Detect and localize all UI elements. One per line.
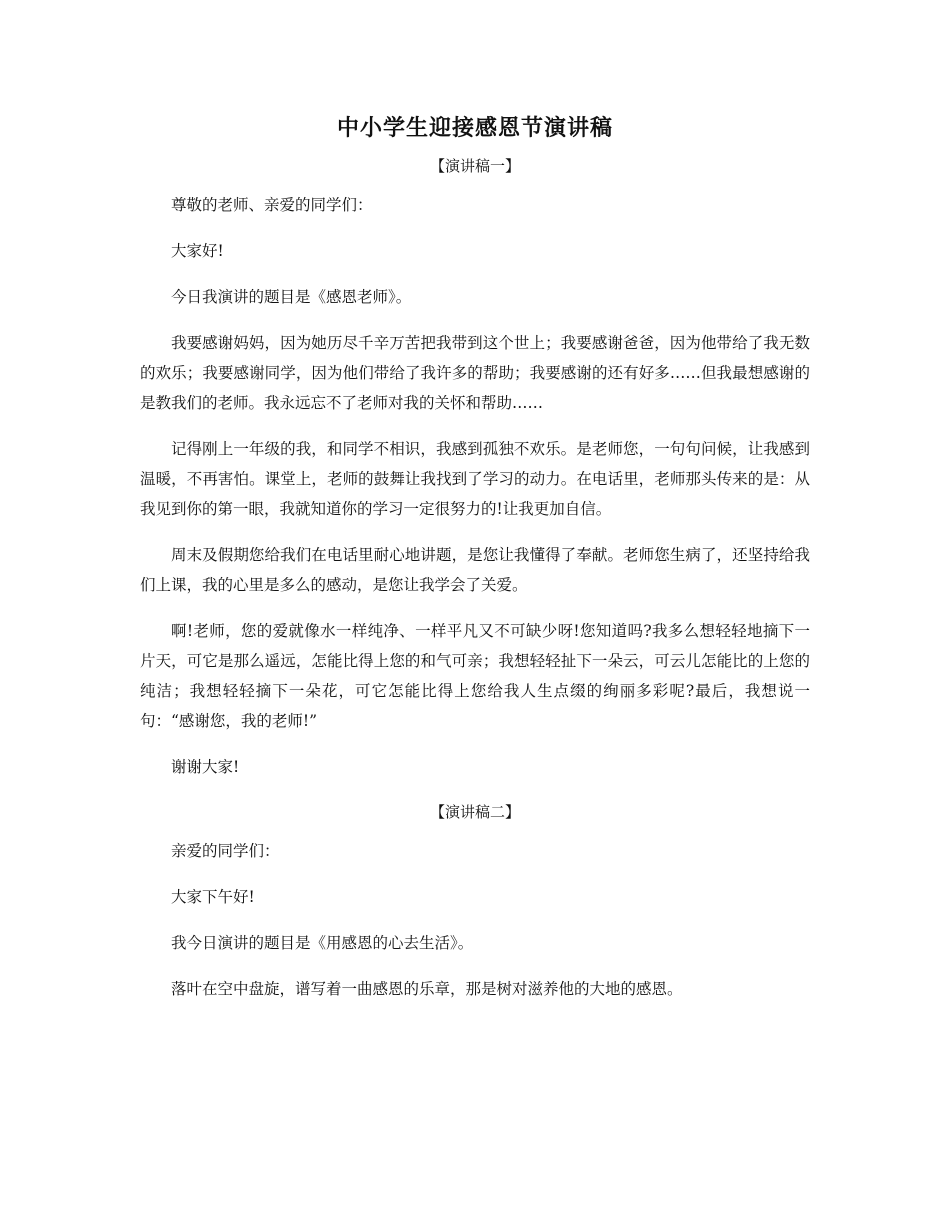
speech-two-heading: 【演讲稿二】 — [429, 803, 520, 821]
speech-one-heading: 【演讲稿一】 — [429, 157, 520, 175]
speech-one-paragraph: 记得刚上一年级的我，和同学不相识，我感到孤独不欢乐。是老师您，一句句问候，让我感到温暖，不再害怕。课堂上，老师的鼓舞让我找到了学习的动力。在电话里，老师那头传来的是：从我见到你的第一眼，我就知道你的学习一定很努力的!让我更加自信。 — [140, 440, 810, 518]
speech-one-salutation: 尊敬的老师、亲爱的同学们： — [171, 196, 373, 214]
document-body — [140, 110, 810, 1020]
speech-two-topic: 我今日演讲的题目是《用感恩的心去生活》。 — [171, 934, 474, 952]
speech-one-greeting: 大家好! — [171, 242, 224, 260]
speech-one-topic: 今日我演讲的题目是《感恩老师》。 — [171, 288, 412, 306]
speech-two-salutation: 亲爱的同学们： — [171, 842, 280, 860]
speech-one-closing: 谢谢大家! — [171, 758, 240, 776]
speech-two-greeting: 大家下午好! — [171, 888, 255, 906]
speech-one-paragraph: 我要感谢妈妈，因为她历尽千辛万苦把我带到这个世上；我要感谢爸爸，因为他带给了我无数的欢乐；我要感谢同学，因为他们带给了我许多的帮助；我要感谢的还有好多……但我最想感谢的是教我们的老师。我永远忘不了老师对我的关怀和帮助…… — [140, 334, 810, 412]
speech-two-paragraph: 落叶在空中盘旋，谱写着一曲感恩的乐章，那是树对滋养他的大地的感恩。 — [171, 980, 683, 998]
speech-one-paragraph: 啊!老师，您的爱就像水一样纯净、一样平凡又不可缺少呀!您知道吗?我多么想轻轻地摘下一片天，可它是那么遥远，怎能比得上您的和气可亲；我想轻轻扯下一朵云，可云儿怎能比的上您的纯洁；我想轻轻摘下一朵花，可它怎能比得上您给我人生点缀的绚丽多彩呢?最后，我想说一句：“感谢您，我的老师!” — [140, 622, 810, 730]
document-title: 中小学生迎接感恩节演讲稿 — [336, 115, 613, 141]
speech-one-paragraph: 周末及假期您给我们在电话里耐心地讲题，是您让我懂得了奉献。老师您生病了，还坚持给我们上课，我的心里是多么的感动，是您让我学会了关爱。 — [140, 546, 810, 594]
